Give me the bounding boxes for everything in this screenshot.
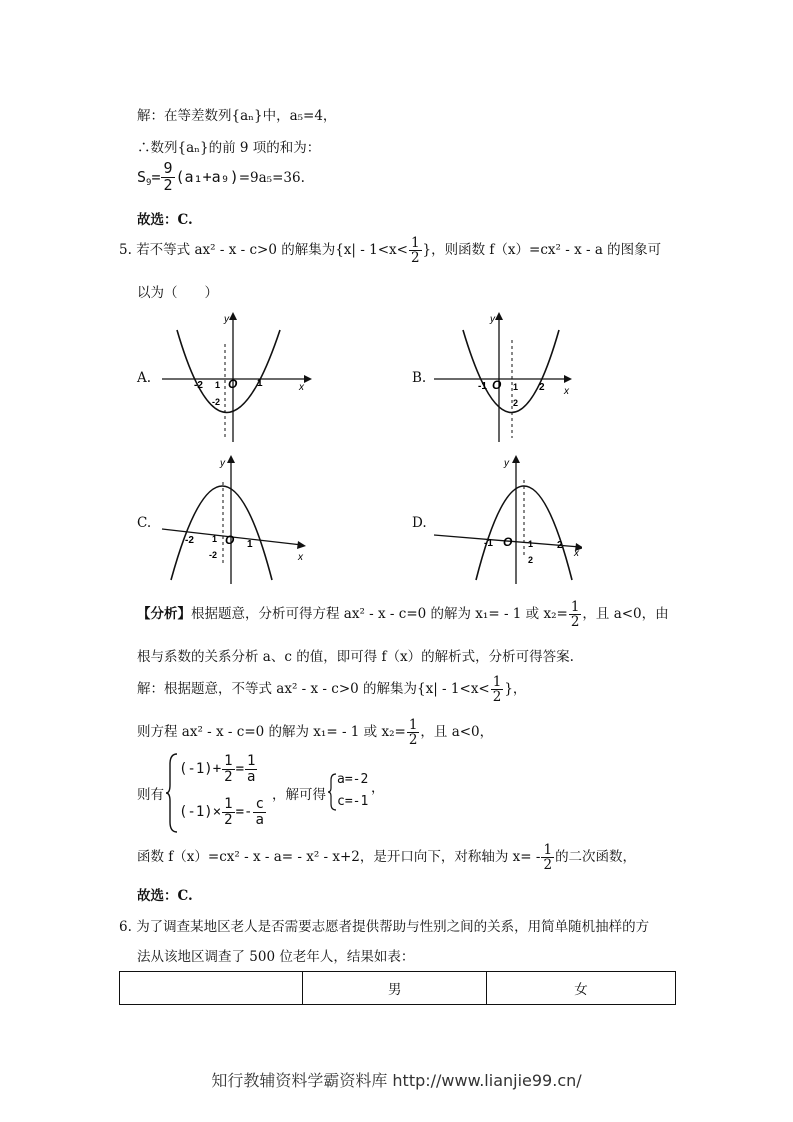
- solution-answer: 故选：C.: [137, 888, 193, 904]
- table-header-cell: 男: [303, 972, 486, 1005]
- solution-line2: 则方程 ax² - x - c=0 的解为 x₁= - 1 或 x₂= $\frac{1}{2}$ ，且 a<0，: [137, 717, 494, 749]
- b-tick-neg1: -1: [478, 381, 487, 392]
- b-y-label: y: [490, 314, 495, 325]
- system-brace: [165, 752, 179, 834]
- system-eq-2: (-1)× $\frac{1}{2}$ =- $\frac{c}{a}$: [179, 796, 264, 828]
- c-tick-neg2: -2: [185, 535, 194, 546]
- a-tick-half-den: -2: [212, 397, 221, 407]
- option-d-label[interactable]: D.: [412, 515, 427, 531]
- a-tick-neg2: -2: [194, 380, 203, 391]
- b-tick-2: 2: [539, 382, 545, 393]
- result-c: c=-1: [337, 794, 369, 809]
- result-tail: ，: [371, 780, 385, 796]
- b-origin: O: [492, 378, 502, 392]
- a-y-label: y: [224, 314, 229, 325]
- c-tick-half-den: -2: [209, 550, 218, 560]
- c-x-label: x: [298, 552, 303, 563]
- analysis-line2: 根与系数的关系分析 a、c 的值，即可得 f（x）的解析式，分析可得答案.: [137, 649, 574, 665]
- c-tick-half-num: 1: [212, 534, 218, 544]
- graph-option-c[interactable]: [160, 452, 310, 587]
- graph-option-d[interactable]: [432, 452, 582, 587]
- system-eq-1: (-1)+ $\frac{1}{2}$ = $\frac{1}{a}$: [179, 753, 256, 785]
- sol4-formula: $S_9=$ $\frac{9}{2}$ (a₁+a₉)=9a₅=36.: [137, 159, 305, 194]
- option-a-label[interactable]: A.: [137, 370, 152, 386]
- d-tick-2: 2: [557, 540, 563, 551]
- table-header-cell: 女: [486, 972, 675, 1005]
- then-have: 则有: [137, 787, 164, 803]
- a-origin: O: [228, 377, 238, 391]
- d-x-label: x: [574, 548, 579, 559]
- b-tick-half-num: 1: [513, 382, 519, 392]
- sol4-answer: 故选：C.: [137, 212, 193, 228]
- d-tick-neg1: -1: [484, 538, 493, 549]
- c-tick-1: 1: [247, 539, 253, 550]
- result-a: a=-2: [337, 772, 369, 787]
- sol4-line1: 解：在等差数列{aₙ}中，a₅=4，: [137, 108, 337, 124]
- q5-stem-cont: 以为（ ）: [137, 285, 218, 301]
- a-tick-1: 1: [257, 378, 263, 389]
- b-x-label: x: [564, 386, 569, 397]
- option-b-label[interactable]: B.: [412, 370, 427, 386]
- a-x-label: x: [299, 382, 304, 393]
- solution-line1: 解：根据题意，不等式 ax² - x - c>0 的解集为{x| - 1<x< $\frac{1}{2}$ }，: [137, 674, 527, 706]
- table-row: [120, 972, 676, 1005]
- graph-option-a[interactable]: [160, 310, 315, 445]
- sol4-line2: ∴数列{aₙ}的前 9 项的和为：: [137, 140, 321, 156]
- solution-line4: 函数 f（x）=cx² - x - a= - x² - x+2，是开口向下，对称轴为 x= - $\frac{1}{2}$ 的二次函数，: [137, 842, 637, 874]
- c-y-label: y: [220, 458, 225, 469]
- footer-watermark[interactable]: 知行教辅资料学霸资料库 http://www.lianjie99.cn/: [211, 1071, 582, 1090]
- c-origin: O: [225, 533, 235, 547]
- solve-text: ，解可得: [272, 787, 326, 803]
- d-tick-half-den: 2: [528, 555, 534, 565]
- d-y-label: y: [504, 458, 509, 469]
- result-brace: [327, 772, 337, 812]
- a-tick-half-num: 1: [215, 380, 221, 390]
- graph-option-b[interactable]: [432, 310, 577, 445]
- option-c-label[interactable]: C.: [137, 515, 152, 531]
- q6-table: [119, 971, 676, 1005]
- analysis-line1: 【分析】根据题意，分析可得方程 ax² - x - c=0 的解为 x₁= - 1 或 x₂= $\frac{1}{2}$ ，且 a<0，由: [137, 599, 669, 631]
- table-header-cell: [120, 972, 303, 1005]
- q6-line1: 6. 为了调查某地区老人是否需要志愿者提供帮助与性别之间的关系，用简单随机抽样的方: [119, 919, 650, 935]
- q6-line2: 法从该地区调查了 500 位老年人，结果如表：: [137, 949, 415, 965]
- d-origin: O: [503, 535, 513, 549]
- q5-stem: 5. 若不等式 ax² - x - c>0 的解集为{x| - 1<x< $\frac{1}{2}$ }，则函数 f（x）=cx² - x - a 的图象可: [119, 235, 662, 267]
- d-tick-half-num: 1: [528, 539, 534, 549]
- b-tick-half-den: 2: [513, 398, 519, 408]
